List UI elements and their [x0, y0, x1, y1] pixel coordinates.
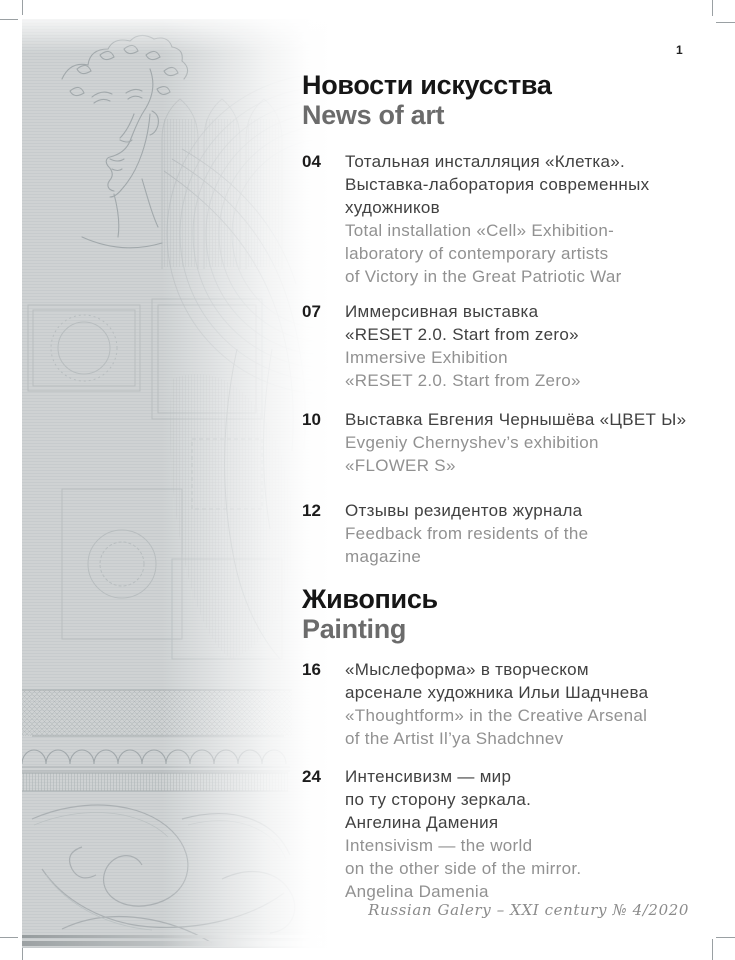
- toc-entry-title-en-line: laboratory of contemporary artists: [345, 244, 609, 263]
- section-title-en: Painting: [302, 614, 407, 644]
- crop-mark-top-right-horizontal: [716, 22, 735, 23]
- toc-entry-title-ru-line: «Мыслеформа» в творческом: [345, 660, 589, 679]
- toc-entry-title-en-line: magazine: [345, 547, 422, 566]
- toc-entry-title-en-line: Evgeniy Chernyshev’s exhibition: [345, 433, 599, 452]
- crop-mark-bottom-right-horizontal: [716, 937, 735, 938]
- toc-entry-title-ru-line: Выставка-лаборатория современных: [345, 175, 650, 194]
- section-header-news-of-art: [302, 70, 702, 130]
- toc-entry-title-en-line: Intensivism — the world: [345, 836, 533, 855]
- toc-entry-text: [345, 408, 702, 477]
- toc-entry-text: [345, 658, 702, 750]
- section-header-painting: [302, 584, 702, 644]
- toc-entry-page-number: 10: [302, 410, 321, 429]
- toc-entry-page-number: 12: [302, 501, 321, 520]
- toc-entry: [302, 150, 702, 288]
- toc-entry-title-ru-line: Отзывы резидентов журнала: [345, 501, 583, 520]
- table-of-contents: [302, 70, 702, 903]
- toc-entry: [302, 499, 702, 568]
- crop-mark-top-left-vertical: [22, 0, 23, 15]
- toc-entry-title-en-line: «FLOWER S»: [345, 456, 456, 475]
- david-engraving-illustration: [22, 19, 332, 948]
- toc-entry-text: [345, 765, 702, 903]
- section-title-ru: Живопись: [302, 584, 438, 614]
- toc-entry-title-ru-line: Интенсивизм — мир: [345, 767, 512, 786]
- toc-entry-text: [345, 150, 702, 288]
- toc-entry-title-en-line: Immersive Exhibition: [345, 348, 508, 367]
- toc-entry: [302, 408, 702, 477]
- toc-entry-page-number: 04: [302, 152, 321, 171]
- background-engraving-david: [22, 19, 332, 948]
- toc-entry-title-ru-line: арсенале художника Ильи Шадчнева: [345, 683, 649, 702]
- toc-entry-title-ru-line: Тотальная инсталляция «Клетка».: [345, 152, 626, 171]
- section-title-en: News of art: [302, 100, 445, 130]
- page-number: 1: [676, 43, 683, 57]
- footer-issue-line: Russian Galery – XXI century № 4/2020: [368, 901, 689, 919]
- toc-entry-title-en-line: Feedback from residents of the: [345, 524, 589, 543]
- crop-mark-top-left-horizontal: [0, 19, 18, 20]
- toc-entry-title-ru-line: Выставка Евгения Чернышёва «ЦВЕТ Ы»: [345, 410, 687, 429]
- toc-entry-title-ru-line: «RESET 2.0. Start from zero»: [345, 325, 579, 344]
- toc-entry: [302, 658, 702, 750]
- section-title-ru: Новости искусства: [302, 70, 552, 100]
- toc-entry-title-en-line: of the Artist Il’ya Shadchnev: [345, 729, 564, 748]
- toc-entry-title-en-line: Angelina Damenia: [345, 882, 489, 901]
- toc-entry-title-en-line: of Victory in the Great Patriotic War: [345, 267, 622, 286]
- toc-entry-page-number: 16: [302, 660, 321, 679]
- toc-entry-page-number: 24: [302, 767, 321, 786]
- crop-mark-bottom-right-vertical: [712, 939, 713, 960]
- toc-entry-text: [345, 300, 702, 392]
- toc-entry-title-en-line: Total installation «Cell» Exhibition-: [345, 221, 615, 240]
- toc-entry-title-ru-line: Иммерсивная выставка: [345, 302, 539, 321]
- toc-entry: [302, 765, 702, 903]
- toc-entry-text: [345, 499, 702, 568]
- crop-mark-bottom-left-horizontal: [0, 937, 18, 938]
- crop-mark-top-right-vertical: [712, 0, 713, 16]
- toc-entry-title-en-line: on the other side of the mirror.: [345, 859, 582, 878]
- toc-entry: [302, 300, 702, 392]
- toc-entry-title-en-line: «Thoughtform» in the Creative Arsenal: [345, 706, 648, 725]
- toc-entry-page-number: 07: [302, 302, 321, 321]
- crop-mark-bottom-left-vertical: [22, 946, 23, 960]
- toc-entry-title-ru-line: художников: [345, 198, 440, 217]
- toc-entry-title-ru-line: по ту сторону зеркала.: [345, 790, 532, 809]
- toc-entry-title-en-line: «RESET 2.0. Start from Zero»: [345, 371, 581, 390]
- toc-entry-title-ru-line: Ангелина Дамения: [345, 813, 499, 832]
